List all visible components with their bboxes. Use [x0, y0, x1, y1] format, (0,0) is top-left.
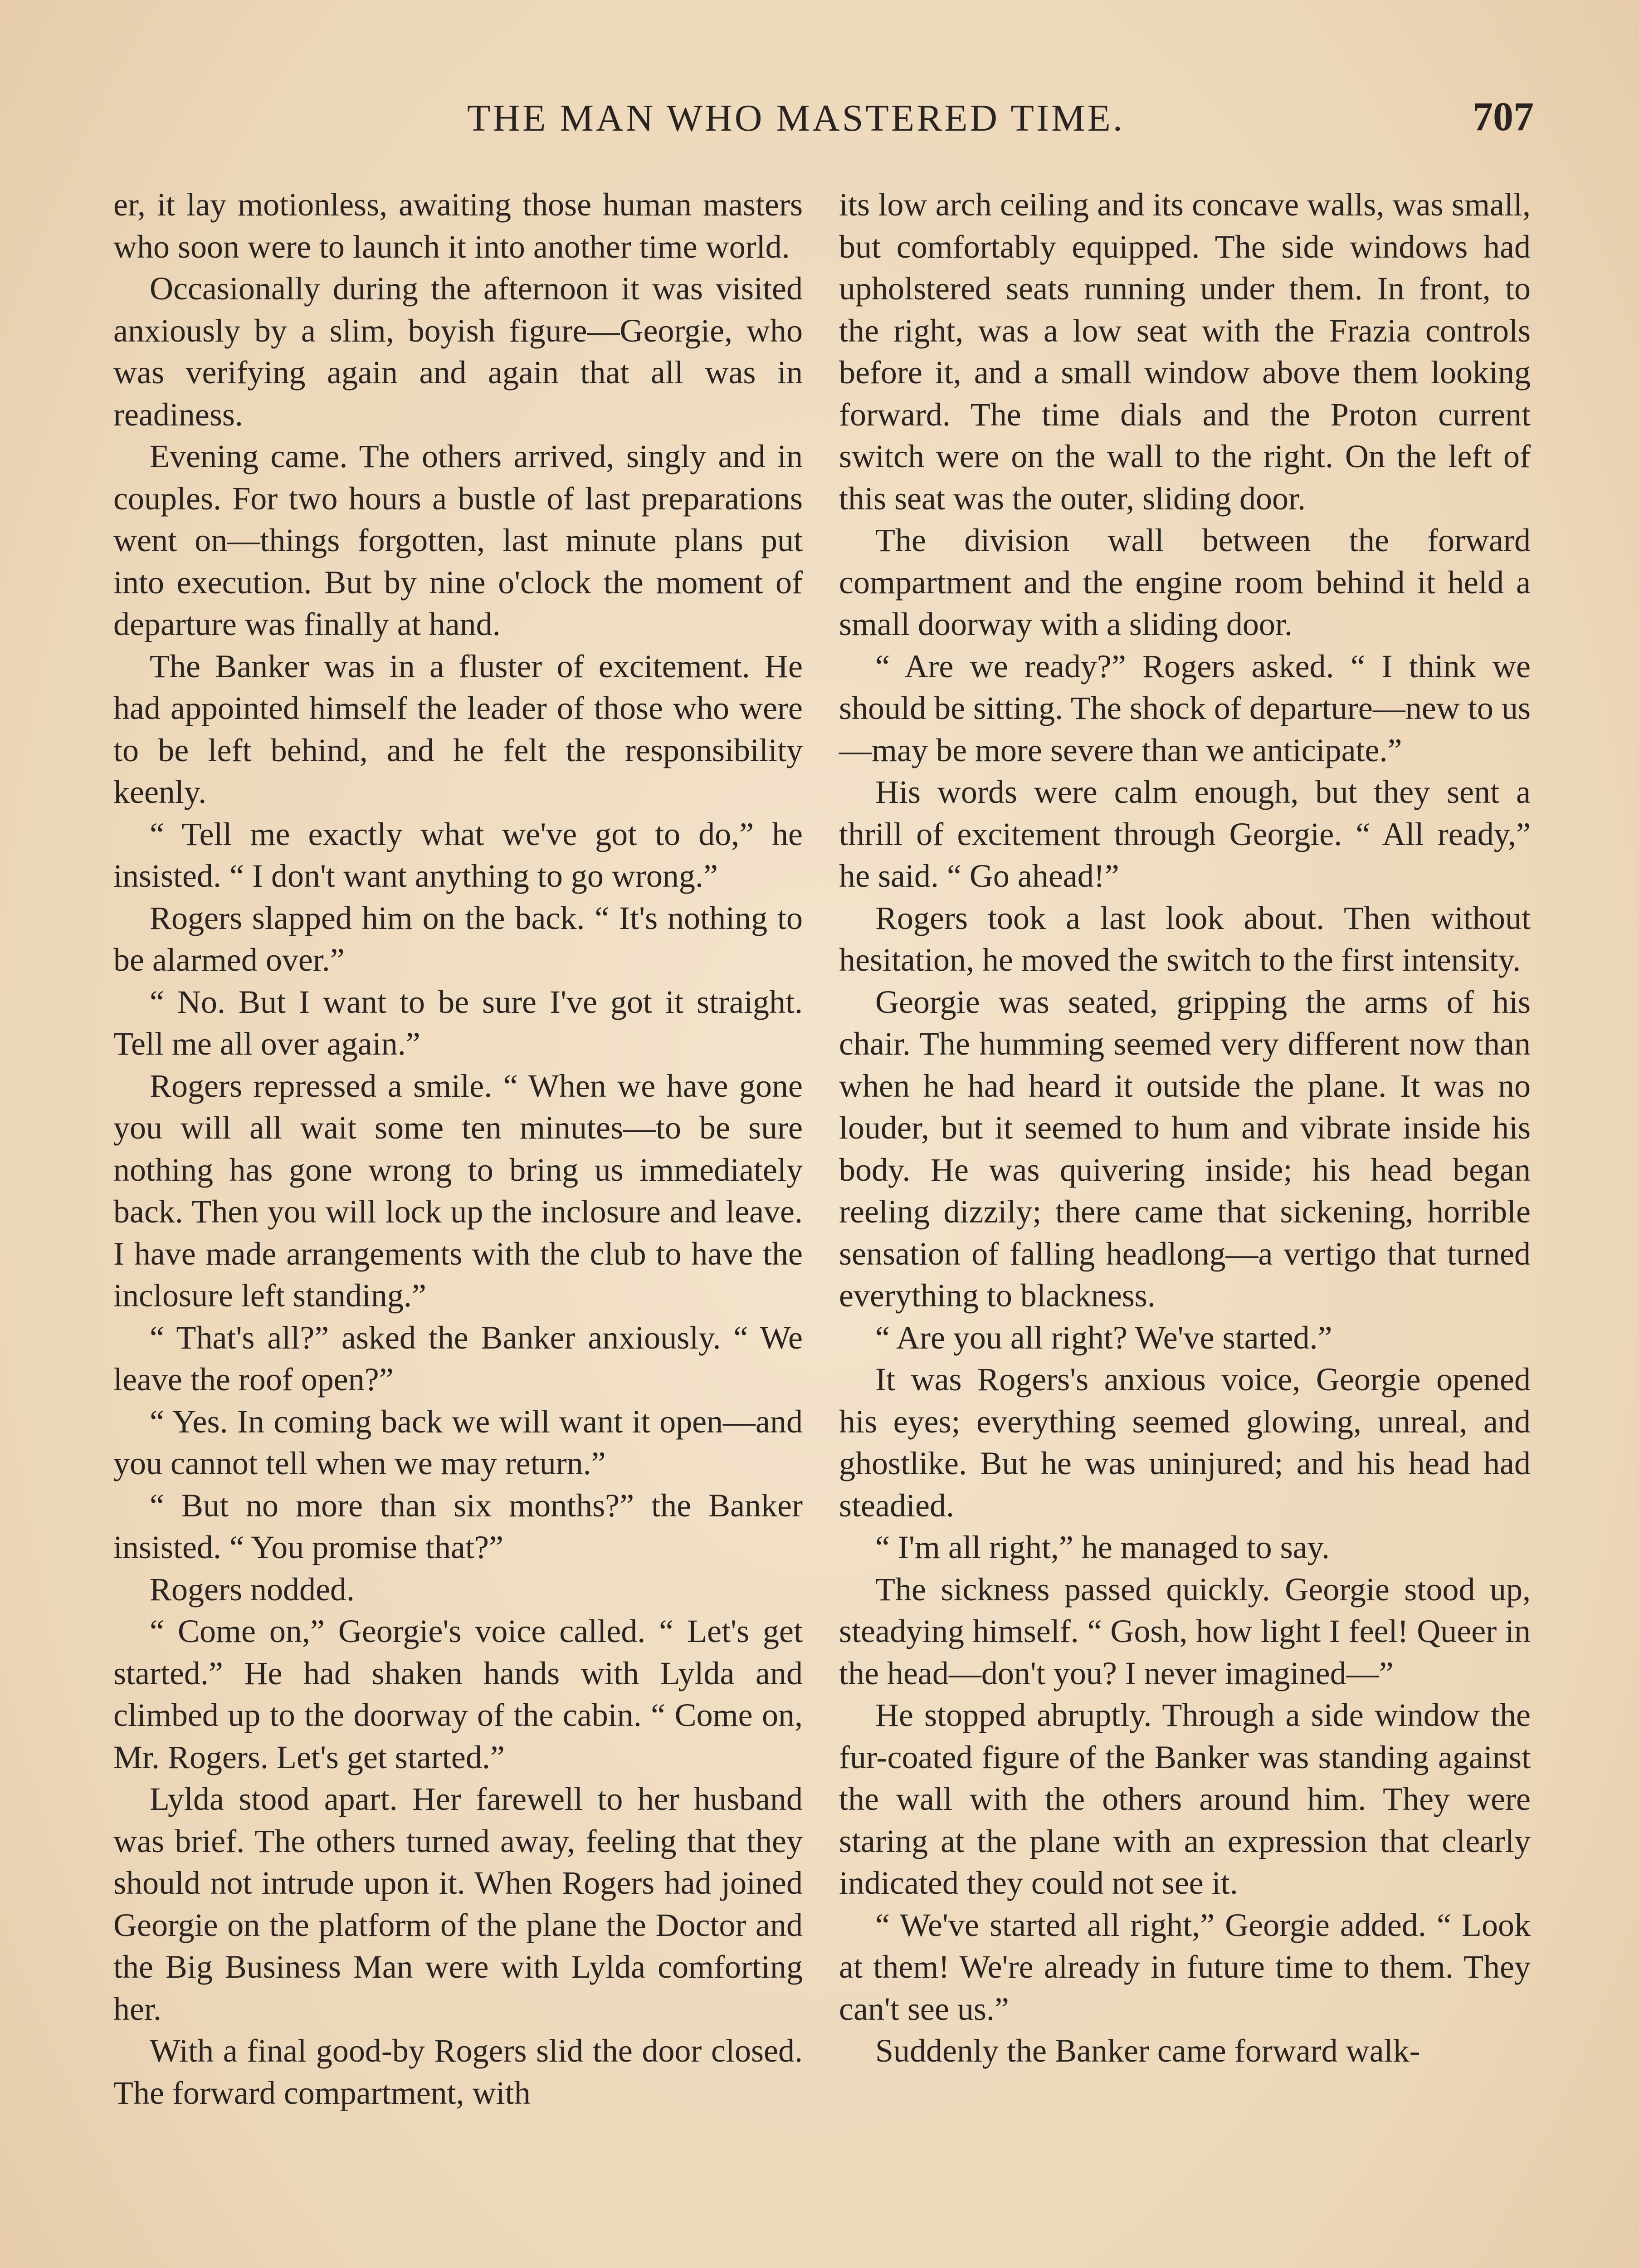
paragraph: He stopped abruptly. Through a side window the fur-coated figure of the Banker was standing against the wall with the others around him. They were staring at the plane with an expression that clearly indicated they could not see it. — [839, 1697, 1531, 1901]
paragraph: er, it lay motionless, awaiting those human masters who soon were to launch it into another time world. — [113, 186, 803, 265]
paragraph: Occasionally during the afternoon it was visited anxiously by a slim, boyish figure—Georgie, who was verifying again and again that all was in readiness. — [113, 270, 803, 433]
paragraph: “ But no more than six months?” the Banker insisted. “ You promise that?” — [113, 1487, 803, 1565]
left-column — [113, 184, 803, 2114]
paragraph: Lylda stood apart. Her farewell to her husband was brief. The others turned away, feeling that they should not intrude upon it. When Rogers had joined Georgie on the platform of the plane the Doctor and the Big Business Man were with Lylda comforting her. — [113, 1781, 803, 2027]
paragraph: It was Rogers's anxious voice, Georgie opened his eyes; everything seemed glowing, unreal, and ghostlike. But he was uninjured; and his head had steadied. — [839, 1361, 1531, 1524]
page-header — [0, 96, 1639, 146]
page-number: 707 — [1473, 94, 1534, 139]
running-title: THE MAN WHO MASTERED TIME. — [467, 97, 1125, 139]
right-column — [839, 184, 1531, 2072]
paragraph: “ Tell me exactly what we've got to do,” he insisted. “ I don't want anything to go wrong.” — [113, 816, 803, 894]
paragraph: its low arch ceiling and its concave walls, was small, but comfortably equipped. The side windows had upholstered seats running under them. In front, to the right, was a low seat with the Frazia controls before it, and a small window above them looking forward. The time dials and the Proton current switch were on the wall to the right. On the left of this seat was the outer, sliding door. — [839, 186, 1531, 517]
paragraph: “ Yes. In coming back we will want it open—and you cannot tell when we may return.” — [113, 1403, 803, 1481]
paragraph: The division wall between the forward compartment and the engine room behind it held a small doorway with a sliding door. — [839, 522, 1531, 642]
paragraph: The sickness passed quickly. Georgie stood up, steadying himself. “ Gosh, how light I feel! Queer in the head—don't you? I never imagined—” — [839, 1571, 1531, 1691]
paragraph: “ Are we ready?” Rogers asked. “ I think we should be sitting. The shock of departure—new to us—may be more severe than we anticipate.” — [839, 648, 1531, 768]
paragraph: Suddenly the Banker came forward walk- — [875, 2033, 1420, 2069]
paragraph: Rogers repressed a smile. “ When we have gone you will all wait some ten minutes—to be sure nothing has gone wrong to bring us immediately back. Then you will lock up the inclosure and leave. I have made arrangements with the club to have the inclosure left standing.” — [113, 1067, 803, 1314]
paragraph: “ Are you all right? We've started.” — [875, 1319, 1332, 1356]
paragraph: The Banker was in a fluster of excitement. He had appointed himself the leader of those who were to be left behind, and he felt the responsibility keenly. — [113, 648, 803, 810]
paragraph: “ I'm all right,” he managed to say. — [875, 1529, 1330, 1565]
paragraph: “ We've started all right,” Georgie added. “ Look at them! We're already in future time to them. They can't see us.” — [839, 1906, 1531, 2027]
paragraph: Rogers nodded. — [150, 1571, 355, 1608]
paragraph: Georgie was seated, gripping the arms of his chair. The humming seemed very different now than when he had heard it outside the plane. It was no louder, but it seemed to hum and vibrate inside his body. He was quivering inside; his head began reeling dizzily; there came that sickening, horrible sensation of falling headlong—a vertigo that turned everything to blackness. — [839, 983, 1531, 1314]
paragraph: Evening came. The others arrived, singly and in couples. For two hours a bustle of last preparations went on—things forgotten, last minute plans put into execution. But by nine o'clock the moment of departure was finally at hand. — [113, 438, 803, 642]
paragraph: Rogers took a last look about. Then without hesitation, he moved the switch to the first intensity. — [839, 899, 1531, 978]
paragraph: “ No. But I want to be sure I've got it straight. Tell me all over again.” — [113, 983, 803, 1062]
paragraph: With a final good-by Rogers slid the door closed. The forward compartment, with — [113, 2033, 803, 2111]
paragraph: “ That's all?” asked the Banker anxiously. “ We leave the roof open?” — [113, 1319, 803, 1398]
paragraph: “ Come on,” Georgie's voice called. “ Let's get started.” He had shaken hands with Lylda and climbed up to the doorway of the cabin. “ Come on, Mr. Rogers. Let's get started.” — [113, 1613, 803, 1775]
paragraph: Rogers slapped him on the back. “ It's nothing to be alarmed over.” — [113, 899, 803, 978]
paragraph: His words were calm enough, but they sent a thrill of excitement through Georgie. “ All ready,” he said. “ Go ahead!” — [839, 774, 1531, 894]
